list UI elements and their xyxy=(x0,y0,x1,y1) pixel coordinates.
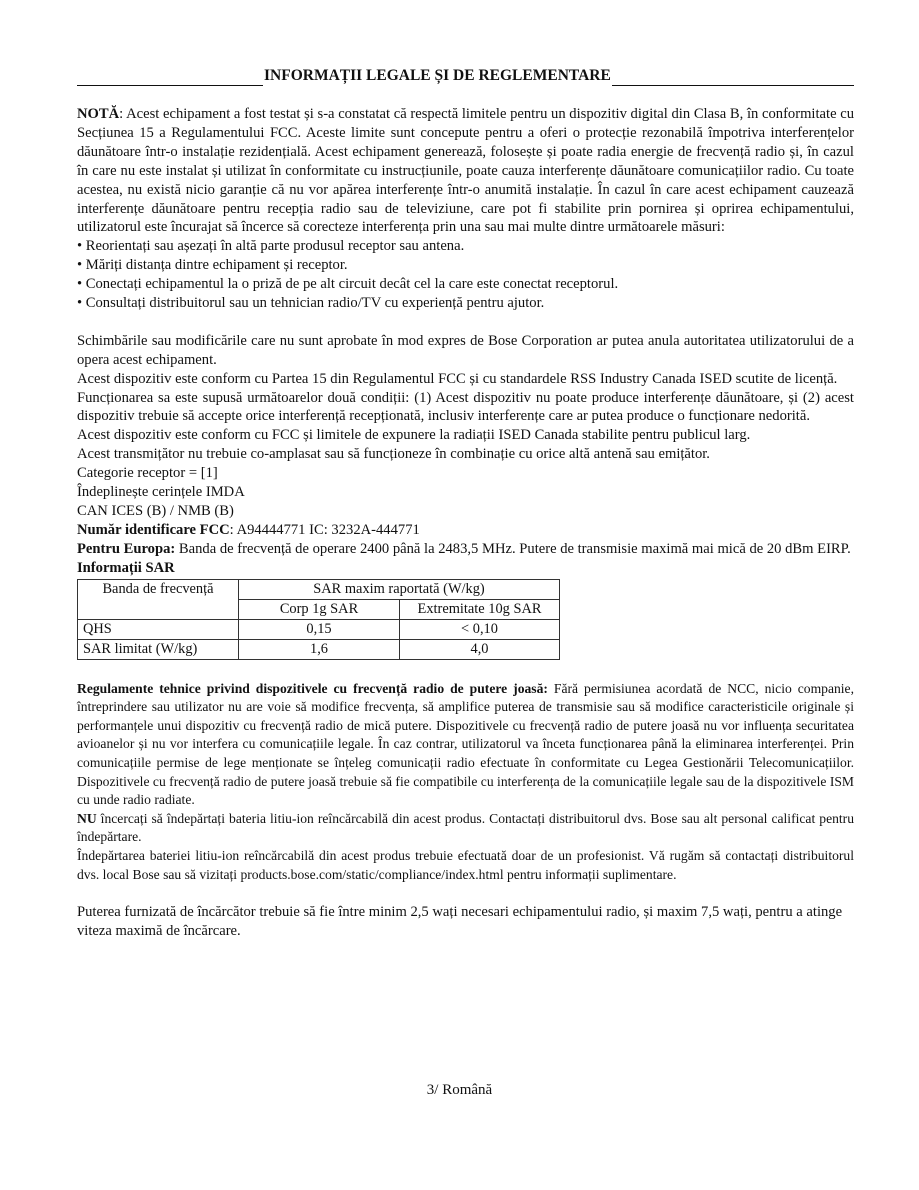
cell-body: 1,6 xyxy=(239,639,400,659)
subheader-body: Corp 1g SAR xyxy=(239,599,400,619)
receiver-category: Categorie receptor = [1] xyxy=(77,465,218,482)
charger-paragraph: Puterea furnizată de încărcător trebuie să fie între minim 2,5 wați necesari echipamentului radio, și maxim 7,5 wați, pentru a atinge viteza maximă de încărcare. xyxy=(77,904,843,939)
subheader-limb: Extremitate 10g SAR xyxy=(400,599,560,619)
imda-statement: Îndeplinește cerințele IMDA xyxy=(77,484,245,501)
fcc-id-line xyxy=(77,521,854,540)
exposure-paragraph: Acest dispozitiv este conform cu FCC și limitele de expunere la radiații ISED Canada stabilite pentru publicul larg. xyxy=(77,427,751,444)
spacer xyxy=(77,660,854,680)
sar-table xyxy=(77,579,560,660)
sar-header-row xyxy=(78,579,560,599)
ncc-text: Fără permisiunea acordată de NCC, nicio companie, întreprindere sau utilizator nu are voie să modifice frecvența, să amplifice puterea de transmisie sau să modifice caracteristicile originale și performanțele unui dispozitiv cu frecvență radio de mică putere. Dispozitivele cu frecvență radio de putere joasă nu vor influența securitatea avioanelor și nu vor interfera cu comunicațiile legale. În caz contrar, utilizatorul va înceta funcționarea până la eliminarea interferenței. Prin comunicațiile permise de lege menționate se înțeleg comunicații radio efectuate în conformitate cu Legea Gestionării Telecomunicațiilor. Dispozitivele cu frecvență radio de putere joasă trebuie să fie compatibile cu interferența de la comunicațiile legale sau de la dispozitivele ISM cu unde radio radiate. xyxy=(77,680,854,808)
cell-body: 0,15 xyxy=(239,619,400,639)
battery-warning xyxy=(77,810,854,847)
section-heading xyxy=(77,66,854,86)
battery-nu-label: NU xyxy=(77,810,97,826)
cell-limb: 4,0 xyxy=(400,639,560,659)
europe-label: Pentru Europa: xyxy=(77,540,176,557)
ncc-paragraph xyxy=(77,680,854,810)
table-row xyxy=(78,639,560,659)
sar-title: Informații SAR xyxy=(77,559,175,576)
document-page xyxy=(77,66,854,941)
changes-paragraph: Schimbările sau modificările care nu sunt aprobate în mod expres de Bose Corporation ar putea anula autoritatea utilizatorului de a opera acest echipament. xyxy=(77,332,854,368)
battery-removal: Îndepărtarea bateriei litiu-ion reîncărcabilă din acest produs trebuie efectuată doar de un profesionist. Vă rugăm să contactați distribuitorul dvs. local Bose sau să vizitați products.bose.com/static/compliance/index.html pentru informații suplimentare. xyxy=(77,847,854,882)
measure-item: • Reorientați sau așezați în altă parte produsul receptor sau antena. xyxy=(77,238,465,255)
table-row xyxy=(78,619,560,639)
ncc-label: Regulamente tehnice privind dispozitivele cu frecvență radio de putere joasă: xyxy=(77,680,548,696)
measure-item: • Conectați echipamentul la o priză de pe alt circuit decât cel la care este conectat receptorul. xyxy=(77,276,619,293)
cell-limb: < 0,10 xyxy=(400,619,560,639)
heading-rule-left xyxy=(77,71,263,86)
note-text: : Acest echipament a fost testat și s-a constatat că respectă limitele pentru un dispozitiv digital din Clasa B, în conformitate cu Secțiunea 15 a Regulamentului FCC. Aceste limite sunt concepute pentru a oferi o protecție rezonabilă împotriva interferențelor dăunătoare într-o instalație rezidențială. Acest echipament generează, folosește și poate radia energie de frecvență radio și, în cazul în care nu este instalat și utilizat în conformitate cu instrucțiunile, poate cauza interferențe dăunătoare comunicațiilor radio. Cu toate acestea, nu există nicio garanție că nu vor apărea interferențe într-o anumită instalație. În cazul în care acest echipament cauzează interferențe dăunătoare pentru recepția radio sau de televiziune, care pot fi stabilite prin pornirea și oprirea echipamentului, utilizatorul este încurajat să încerce să corecteze interferența prin una sau mai multe dintre următoarele măsuri: xyxy=(77,106,854,236)
europe-text: Banda de frecvență de operare 2400 până la 2483,5 MHz. Putere de transmisie maximă mai mică de 20 dBm EIRP. xyxy=(175,540,851,557)
page-footer: 3/ Română xyxy=(426,1082,493,1098)
heading-rule-right xyxy=(612,71,854,86)
measure-item: • Consultați distribuitorul sau un tehnician radio/TV cu experiență pentru ajutor. xyxy=(77,295,545,312)
conditions-paragraph: Funcționarea sa este supusă următoarelor două condiții: (1) Acest dispozitiv nu poate produce interferențe dăunătoare, și (2) acest dispozitiv trebuie să accepte orice interferență recepționată, inclusiv interferențe care ar putea produce o funcționare nedorită. xyxy=(77,389,854,425)
spacer xyxy=(77,313,854,332)
cell-band: QHS xyxy=(78,619,239,639)
note-label: NOTĂ xyxy=(77,106,120,122)
ices-statement: CAN ICES (B) / NMB (B) xyxy=(77,503,234,520)
fcc-note-paragraph xyxy=(77,105,854,237)
colocation-paragraph: Acest transmițător nu trebuie co-amplasat sau să funcționeze în combinație cu orice altă antenă sau emițător. xyxy=(77,446,710,463)
heading-title: INFORMAȚII LEGALE ȘI DE REGLEMENTARE xyxy=(264,67,611,85)
measures-list xyxy=(77,237,854,313)
header-band: Banda de frecvență xyxy=(78,579,239,619)
cell-band: SAR limitat (W/kg) xyxy=(78,639,239,659)
fcc-id-label: Număr identificare FCC xyxy=(77,521,230,538)
battery-nu-text: încercați să îndepărtați bateria litiu-ion reîncărcabilă din acest produs. Contactați distribuitorul dvs. Bose sau alt personal calificat pentru îndepărtare. xyxy=(77,810,854,845)
part15-paragraph: Acest dispozitiv este conform cu Partea 15 din Regulamentul FCC și cu standardele RSS Industry Canada ISED scutite de licență. xyxy=(77,370,838,387)
measure-item: • Măriți distanța dintre echipament și receptor. xyxy=(77,257,348,274)
header-max-sar: SAR maxim raportată (W/kg) xyxy=(239,579,560,599)
europe-paragraph xyxy=(77,540,854,559)
fcc-id-value: : A94444771 IC: 3232A-444771 xyxy=(229,521,420,538)
spacer xyxy=(77,884,854,903)
